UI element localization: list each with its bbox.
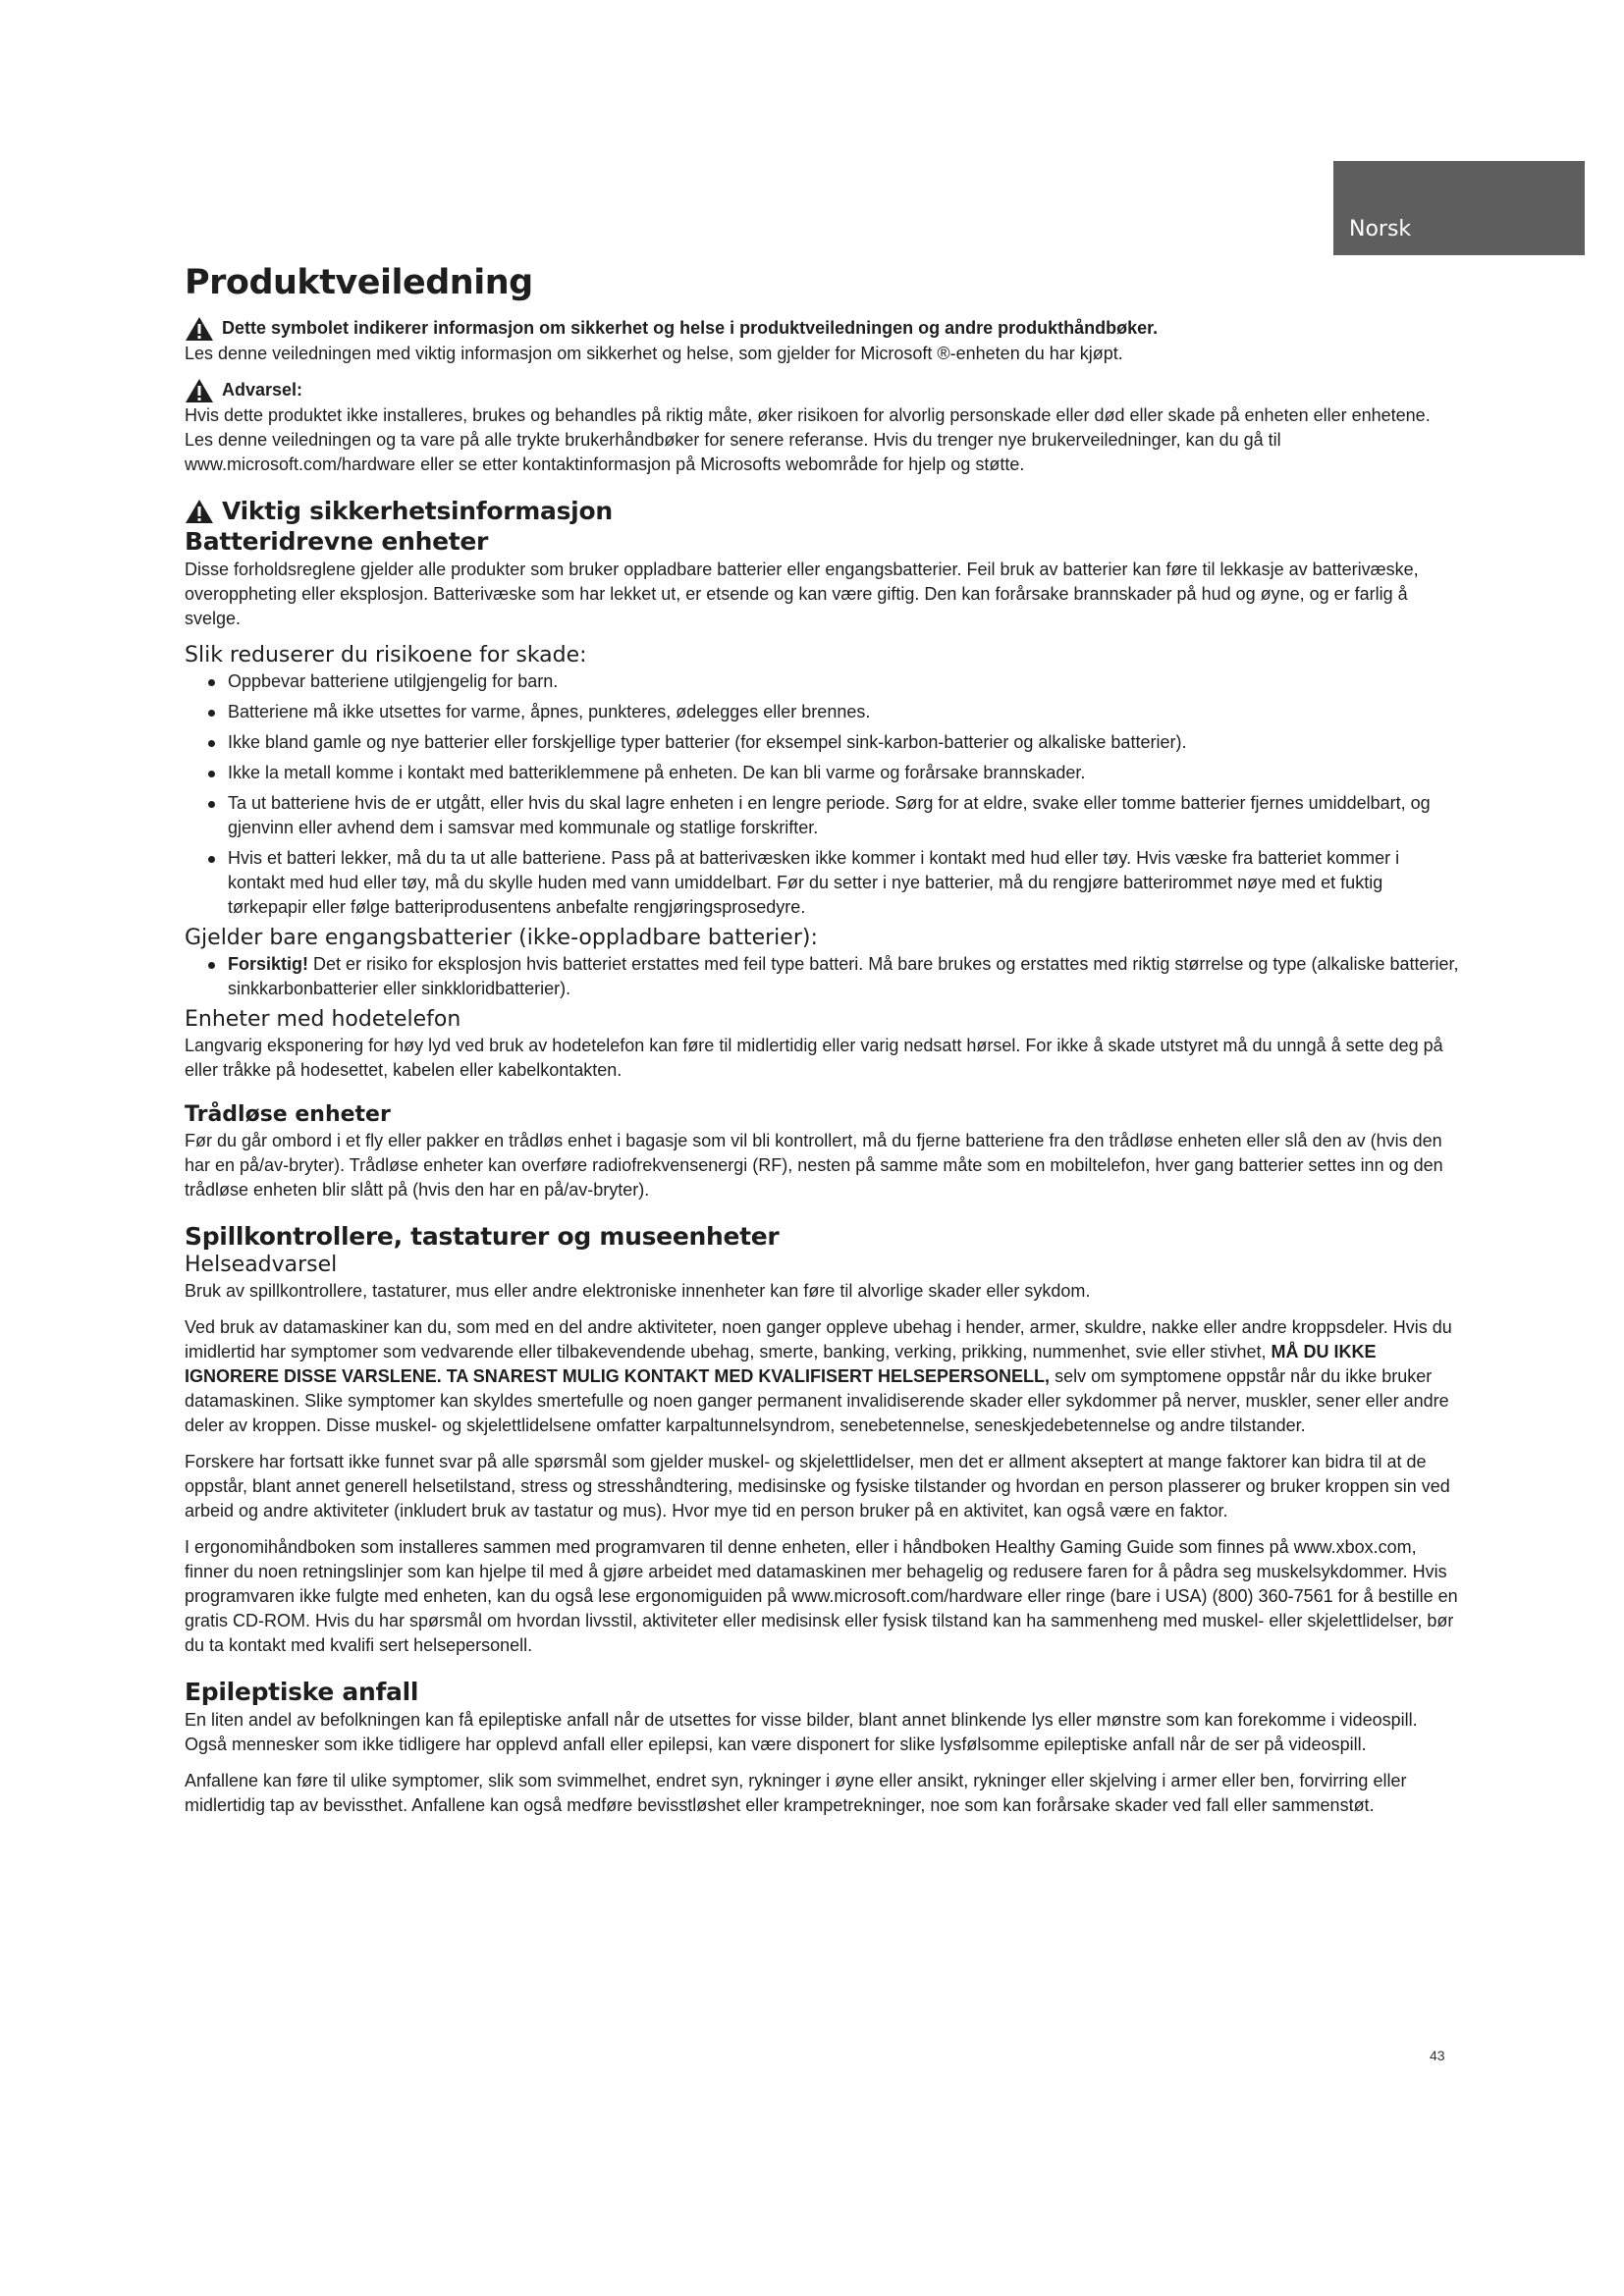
- list-item-text: Ikke la metall komme i kontakt med batteriklemmene på enheten. De kan bli varme og forårsake brannskader.: [228, 763, 1086, 782]
- bullet-icon: [208, 962, 215, 969]
- bullet-icon: [208, 856, 215, 863]
- page-number: 43: [1430, 2048, 1445, 2063]
- wireless-text: Før du går ombord i et fly eller pakker en trådløs enhet i bagasje som vil bli kontrollert, må du fjerne batteriene fra den trådløse enheten eller slå den av (hvis den har en på/av-bryter). Trådløse enheter kan overføre radiofrekvensenergi (RF), nesten på samme måte som en mobiltelefon, hver gang batterier settes inn og den trådløse enheten blir slått på (hvis den har en på/av-bryter).: [185, 1131, 1443, 1200]
- intro-symbol-text: Dette symbolet indikerer informasjon om sikkerhet og helse i produktveiledningen og andre produkthåndbøker.: [222, 318, 1159, 338]
- risk-list: [185, 669, 1461, 920]
- bullet-icon: [208, 771, 215, 777]
- language-tab: [1333, 161, 1585, 255]
- epilepsy-p1: En liten andel av befolkningen kan få epileptiske anfall når de utsettes for visse bilder, blant annet blinkende lys eller mønstre som kan forekomme i videospill. Også mennesker som ikke tidligere har opplevd anfall eller epilepsi, kan være disponert for slike lysfølsomme epileptiske anfall når de ser på videospill.: [185, 1710, 1418, 1754]
- list-item-text: Ta ut batteriene hvis de er utgått, eller hvis du skal lagre enheten i en lengre periode. Sørg for at eldre, svake eller tomme batterier fjernes umiddelbart, og gjenvinn eller avhend dem i samsvar med kommunale og statlige forskrifter.: [228, 793, 1431, 837]
- list-item-text: Ikke bland gamle og nye batterier eller forskjellige typer batterier (for eksempel sink-karbon-batterier og alkaliske batterier).: [228, 732, 1187, 752]
- disposable-list: [185, 952, 1461, 1001]
- warning-line: [185, 378, 1461, 403]
- safety-heading-line: [185, 497, 1461, 527]
- safety-heading: Viktig sikkerhetsinformasjon: [222, 497, 613, 525]
- controllers-p2-a: Ved bruk av datamaskiner kan du, som med en del andre aktiviteter, noen ganger oppleve ubehag i hender, armer, skuldre, nakke eller andre kroppsdeler. Hvis du imidlertid har symptomer som vedvarende eller tilbakevendende ubehag, smerte, banking, verking, prikking, nummenhet, svie eller stivhet,: [185, 1317, 1452, 1362]
- list-item-text: Hvis et batteri lekker, må du ta ut alle batteriene. Pass på at batterivæsken ikke kommer i kontakt med hud eller tøy. Hvis væske fra batteriet kommer i kontakt med hud eller tøy, må du skylle huden med vann umiddelbart. Før du setter i nye batterier, må du rengjøre batterirommet nøye med et fuktig tørkepapir eller følge batteriprodusentens anbefalte rengjøringsprosedyre.: [228, 848, 1400, 917]
- controllers-p2-b: selv om symptomene oppstår når du ikke bruker datamaskinen. Slike symptomer kan skyldes smertefulle og noen ganger permanent invalidiserende skader eller sykdommer på nerver, muskler, sener eller andre deler av kroppen. Disse muskel- og skjelettlidelsene omfatter karpaltunnelsyndrom, senebetennelse, seneskjedebetennelse og andre tilstander.: [185, 1366, 1449, 1435]
- controllers-p2: [185, 1315, 1461, 1438]
- page-title: Produktveiledning: [185, 263, 533, 302]
- health-warning-heading: Helseadvarsel: [185, 1253, 338, 1277]
- controllers-heading: Spillkontrollere, tastaturer og museenheter: [185, 1222, 780, 1251]
- document-body: [185, 263, 1461, 1818]
- bullet-icon: [208, 679, 215, 686]
- warning-triangle-icon: [185, 316, 214, 342]
- battery-heading: Batteridrevne enheter: [185, 527, 489, 556]
- battery-text: Disse forholdsreglene gjelder alle produkter som bruker oppladbare batterier eller engangsbatterier. Feil bruk av batterier kan føre til lekkasje av batterivæske, overoppheting eller eksplosjon. Batterivæske som har lekket ut, er etsende og kan være giftig. Den kan forårsake brannskader på hud og øyne, og er farlig å svelge.: [185, 560, 1419, 628]
- list-item: [185, 846, 1461, 920]
- list-item: [185, 952, 1461, 1001]
- intro-text: Les denne veiledningen med viktig informasjon om sikkerhet og helse, som gjelder for Microsoft ®-enheten du har kjøpt.: [185, 344, 1123, 363]
- caution-label: Forsiktig!: [228, 954, 309, 974]
- controllers-p2-bold: MÅ DU IKKE IGNORERE DISSE VARSLENE. TA SNAREST MULIG KONTAKT MED KVALIFISERT HELSEPERSONELL,: [185, 1342, 1377, 1386]
- warning-text: Hvis dette produktet ikke installeres, brukes og behandles på riktig måte, øker risikoen for alvorlig personskade eller død eller skade på enheten eller enhetene. Les denne veiledningen og ta vare på alle trykte brukerhåndbøker for senere referanse. Hvis du trenger nye brukerveiledninger, kan du gå til www.microsoft.com/hardware eller se etter kontaktinformasjon på Microsofts webområde for hjelp og støtte.: [185, 405, 1431, 474]
- bullet-icon: [208, 740, 215, 747]
- warning-label: Advarsel:: [222, 380, 303, 400]
- wireless-heading: Trådløse enheter: [185, 1102, 391, 1127]
- disposable-heading: Gjelder bare engangsbatterier (ikke-oppladbare batterier):: [185, 926, 818, 950]
- epilepsy-heading: Epileptiske anfall: [185, 1678, 419, 1706]
- epilepsy-p2: Anfallene kan føre til ulike symptomer, slik som svimmelhet, endret syn, rykninger i øyne eller ansikt, rykninger eller skjelving i armer eller ben, forvirring eller midlertidig tap av bevissthet. Anfallene kan også medføre bevisstløshet eller krampetrekninger, noe som kan forårsake skader ved fall eller sammenstøt.: [185, 1771, 1407, 1815]
- controllers-p4: I ergonomihåndboken som installeres sammen med programvaren til denne enheten, eller i håndboken Healthy Gaming Guide som finnes på www.xbox.com, finner du noen retningslinjer som kan hjelpe til med å gjøre arbeidet med datamaskinen mer behagelig og redusere faren for å pådra seg muskelsykdommer. Hvis programvaren ikke fulgte med enheten, kan du også lese ergonomiguiden på www.microsoft.com/hardware eller ringe (bare i USA) (800) 360-7561 for å bestille en gratis CD-ROM. Hvis du har spørsmål om hvordan livsstil, aktiviteter eller medisinsk eller fysisk tilstand kan ha sammenheng med muskel- eller skjelettlidelser, bør du ta kontakt med kvalifi sert helsepersonell.: [185, 1537, 1458, 1655]
- list-item: [185, 700, 1461, 724]
- list-item-text: Batteriene må ikke utsettes for varme, åpnes, punkteres, ødelegges eller brennes.: [228, 702, 871, 721]
- bullet-icon: [208, 710, 215, 717]
- warning-triangle-icon: [185, 378, 214, 403]
- controllers-p1: Bruk av spillkontrollere, tastaturer, mus eller andre elektroniske innenheter kan føre til alvorlige skader eller sykdom.: [185, 1281, 1091, 1301]
- intro-symbol-line: [185, 316, 1461, 342]
- list-item: [185, 791, 1461, 840]
- list-item-text: Det er risiko for eksplosjon hvis batteriet erstattes med feil type batteri. Må bare brukes og erstattes med riktig størrelse og type (alkaliske batterier, sinkkarbonbatterier eller sinkkloridbatterier).: [228, 954, 1459, 998]
- headset-text: Langvarig eksponering for høy lyd ved bruk av hodetelefon kan føre til midlertidig eller varig nedsatt hørsel. For ikke å skade utstyret må du unngå å sette deg på eller tråkke på hodesettet, kabelen eller kabelkontakten.: [185, 1036, 1443, 1080]
- headset-heading: Enheter med hodetelefon: [185, 1007, 461, 1032]
- list-item: [185, 669, 1461, 694]
- warning-triangle-icon: [185, 499, 214, 524]
- language-label: Norsk: [1349, 217, 1412, 241]
- controllers-p3: Forskere har fortsatt ikke funnet svar på alle spørsmål som gjelder muskel- og skjelettlidelser, men det er allment akseptert at mange faktorer kan bidra til at de oppstår, blant annet generell helsetilstand, stress og stresshåndtering, medisinske og fysiske tilstander og hvordan en person plasserer og bruker kroppen sin ved arbeid og andre aktiviteter (inkludert bruk av tastatur og mus). Hvor mye tid en person bruker på en aktivitet, kan også være en faktor.: [185, 1452, 1450, 1521]
- bullet-icon: [208, 801, 215, 808]
- list-item: [185, 761, 1461, 785]
- list-item: [185, 730, 1461, 755]
- risk-heading: Slik reduserer du risikoene for skade:: [185, 643, 587, 667]
- list-item-text: Oppbevar batteriene utilgjengelig for barn.: [228, 671, 559, 691]
